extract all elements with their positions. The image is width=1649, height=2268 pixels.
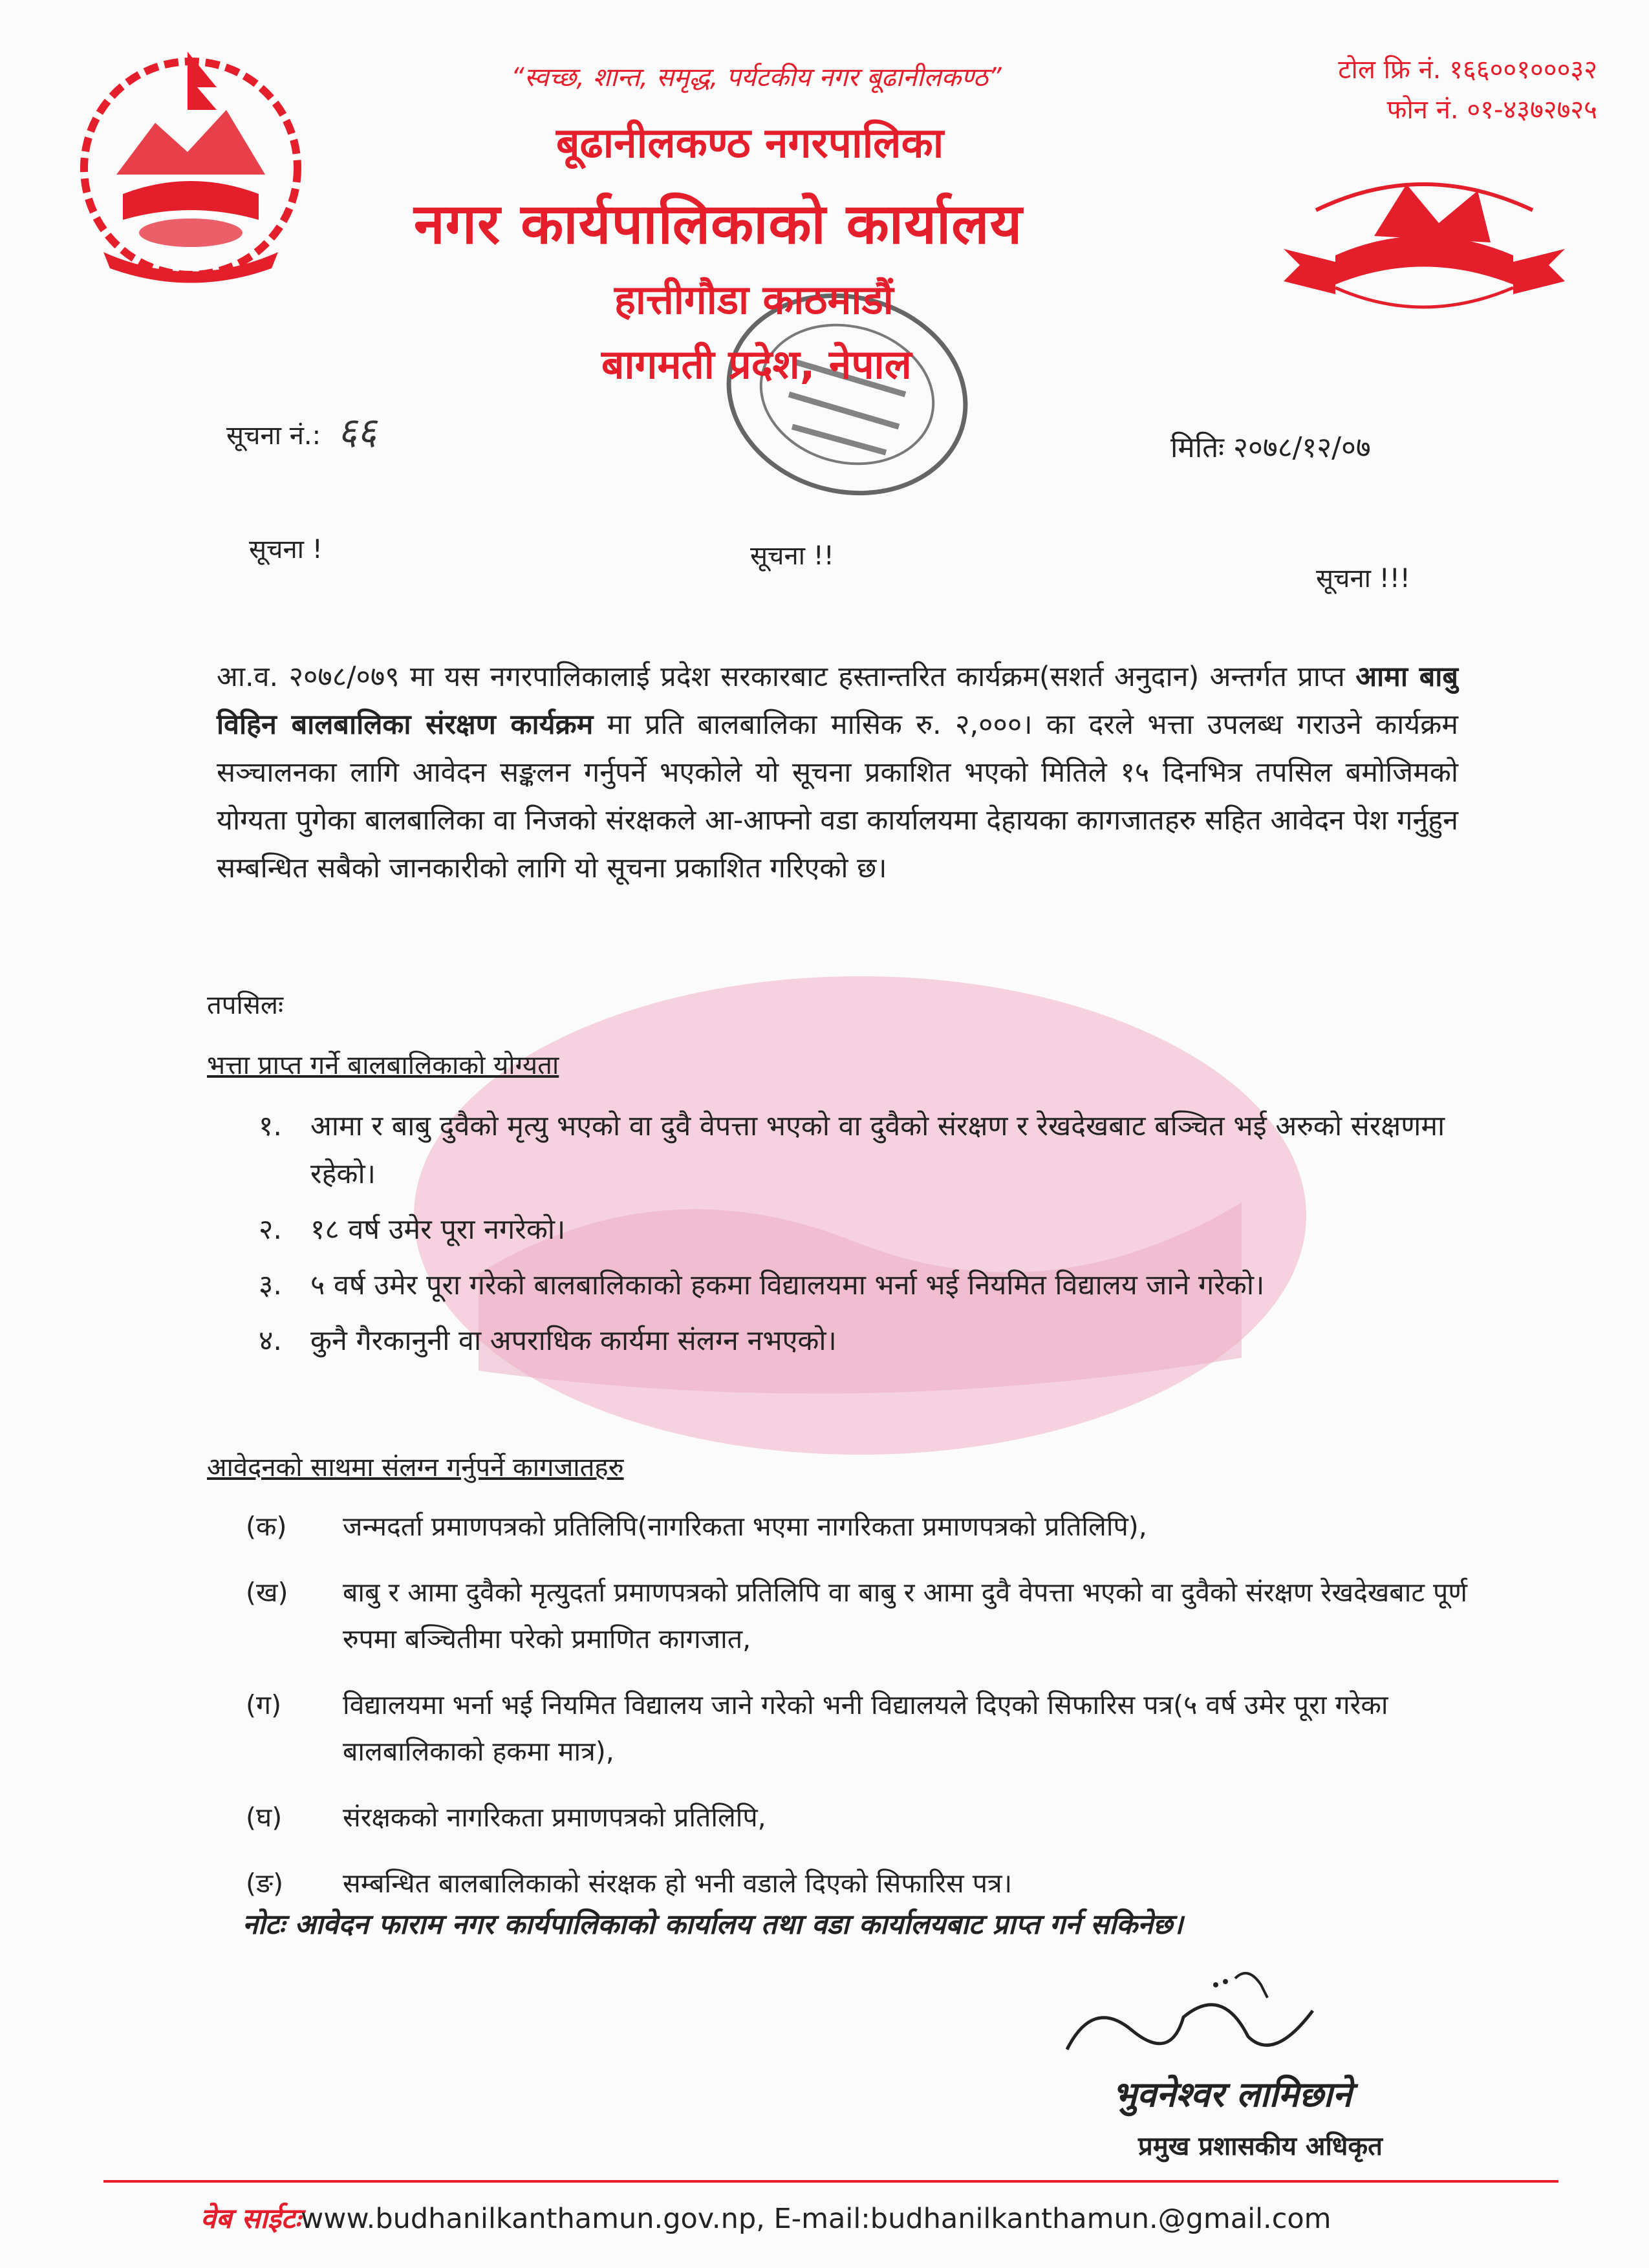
item-text: १८ वर्ष उमेर पूरा नगरेको। — [310, 1214, 566, 1246]
list-item — [246, 1503, 1474, 1550]
list-item — [246, 1569, 1474, 1662]
footer-divider — [103, 2180, 1558, 2183]
list-item — [259, 1102, 1474, 1198]
footer — [200, 2198, 1331, 2236]
footer-contact: www.budhanilkanthamun.gov.np, E-mail:budhanilkanthamun.@gmail.com — [301, 2203, 1331, 2235]
documents-heading: आवेदनको साथमा संलग्न गर्नुपर्ने कागजातहरु — [207, 1453, 624, 1482]
notice-number-label: सूचना नं.: — [226, 421, 321, 451]
signatory-designation: प्रमुख प्रशासकीय अधिकृत — [1138, 2132, 1383, 2161]
footer-label: वेब साईटः — [200, 2203, 301, 2235]
list-item — [246, 1794, 1474, 1841]
list-item — [259, 1317, 1474, 1365]
eligibility-heading: भत्ता प्राप्त गर्ने बालबालिकाको योग्यता — [207, 1051, 559, 1080]
program-name: आमा बाबु विहिन बालबालिका संरक्षण कार्यक्रम — [217, 661, 1458, 741]
notice-header-1: सूचना ! — [249, 535, 323, 564]
body-part-1: आ.व. २०७८/०७९ मा यस नगरपालिकालाई प्रदेश सरकारबाट हस्तान्तरित कार्यक्रम(सशर्त अनुदान) अन्तर्गत प्राप्त — [217, 661, 1356, 693]
eligibility-list — [259, 1102, 1474, 1373]
item-text: कुनै गैरकानुनी वा अपराधिक कार्यमा संलग्न नभएको। — [310, 1325, 837, 1357]
toll-free-number: टोल फ्रि नं. १६६००१०००३२ — [1338, 55, 1597, 85]
notice-number-value: ६६ — [338, 409, 377, 453]
details-heading: तपसिलः — [207, 990, 284, 1020]
notice-number — [226, 404, 376, 455]
phone-number: फोन नं. ०१-४३७२७२५ — [1386, 95, 1597, 125]
item-number: २. — [259, 1214, 283, 1246]
item-number: (क) — [246, 1511, 287, 1542]
list-item — [246, 1860, 1474, 1907]
notice-body — [217, 653, 1458, 892]
address-line-1: हात्तीगौडा काठमाडौं — [614, 276, 894, 323]
documents-list — [246, 1503, 1474, 1926]
item-number: (ग) — [246, 1689, 282, 1720]
notice-header-3: सूचना !!! — [1316, 564, 1410, 594]
item-text: जन्मदर्ता प्रमाणपत्रको प्रतिलिपि(नागरिकता भएमा नागरिकता प्रमाणपत्रको प्रतिलिपि), — [343, 1511, 1147, 1542]
item-text: सम्बन्धित बालबालिकाको संरक्षक हो भनी वडाले दिएको सिफारिस पत्र। — [343, 1868, 1013, 1899]
address-line-2: बागमती प्रदेश, नेपाल — [601, 341, 912, 388]
item-number: (घ) — [246, 1802, 283, 1833]
item-number: ४. — [259, 1325, 283, 1357]
signature-icon — [1054, 1959, 1326, 2069]
item-number: (ङ) — [246, 1868, 284, 1899]
notice-date: मितिः २०७८/१२/०७ — [1170, 431, 1371, 464]
item-text: ५ वर्ष उमेर पूरा गरेको बालबालिकाको हकमा विद्यालयमा भर्ना भई नियमित विद्यालय जाने गरेको। — [310, 1269, 1265, 1301]
nepal-emblem-icon — [65, 39, 317, 291]
signatory-name: भुवनेश्वर लामिछाने — [1112, 2074, 1352, 2115]
item-text: आमा र बाबु दुवैको मृत्यु भएको वा दुवै वेपत्ता भएको वा दुवैको संरक्षण र रेखदेखबाट बञ्चित भई अरुको संरक्षणमा रहेको। — [310, 1110, 1445, 1190]
list-item — [259, 1261, 1474, 1309]
note: नोटः आवेदन फाराम नगर कार्यपालिकाको कार्यालय तथा वडा कार्यालयबाट प्राप्त गर्न सकिनेछ। — [242, 1909, 1183, 1941]
municipality-name: बूढानीलकण्ठ नगरपालिका — [556, 120, 944, 167]
item-text: बाबु र आमा दुवैको मृत्युदर्ता प्रमाणपत्रको प्रतिलिपि वा बाबु र आमा दुवै वेपत्ता भएको वा दुवैको संरक्षण रेखदेखबाट पूर्ण रुपमा बञ्चितीमा परेको प्रमाणित कागजात, — [343, 1577, 1467, 1654]
municipality-logo-icon — [1277, 139, 1571, 333]
list-item — [259, 1206, 1474, 1254]
list-item — [246, 1682, 1474, 1775]
tagline: “स्वच्छ, शान्त, समृद्ध, पर्यटकीय नगर बूढानीलकण्ठ” — [511, 63, 1002, 92]
notice-header-2: सूचना !! — [750, 541, 834, 571]
item-number: ३. — [259, 1269, 283, 1301]
body-part-2: मा प्रति बालबालिका मासिक रु. २,०००। का दरले भत्ता उपलब्ध गराउने कार्यक्रम सञ्चालनका लागि आवेदन सङ्कलन गर्नुपर्ने भएकोले यो सूचना प्रकाशित भएको मितिले १५ दिनभित्र तपसिल बमोजिमको योग्यता पुगेका बालबालिका वा निजको संरक्षकले आ-आफ्नो वडा कार्यालयमा देहायका कागजातहरु सहित आवेदन पेश गर्नुहुन सम्बन्धित सबैको जानकारीको लागि यो सूचना प्रकाशित गरिएको छ। — [217, 709, 1458, 884]
item-text: संरक्षकको नागरिकता प्रमाणपत्रको प्रतिलिपि, — [343, 1802, 766, 1833]
item-text: विद्यालयमा भर्ना भई नियमित विद्यालय जाने गरेको भनी विद्यालयले दिएको सिफारिस पत्र(५ वर्ष उमेर पूरा गरेका बालबालिकाको हकमा मात्र), — [343, 1689, 1388, 1767]
item-number: (ख) — [246, 1577, 288, 1608]
item-number: १. — [259, 1110, 283, 1142]
office-name: नगर कार्यपालिकाको कार्यालय — [414, 192, 1023, 257]
